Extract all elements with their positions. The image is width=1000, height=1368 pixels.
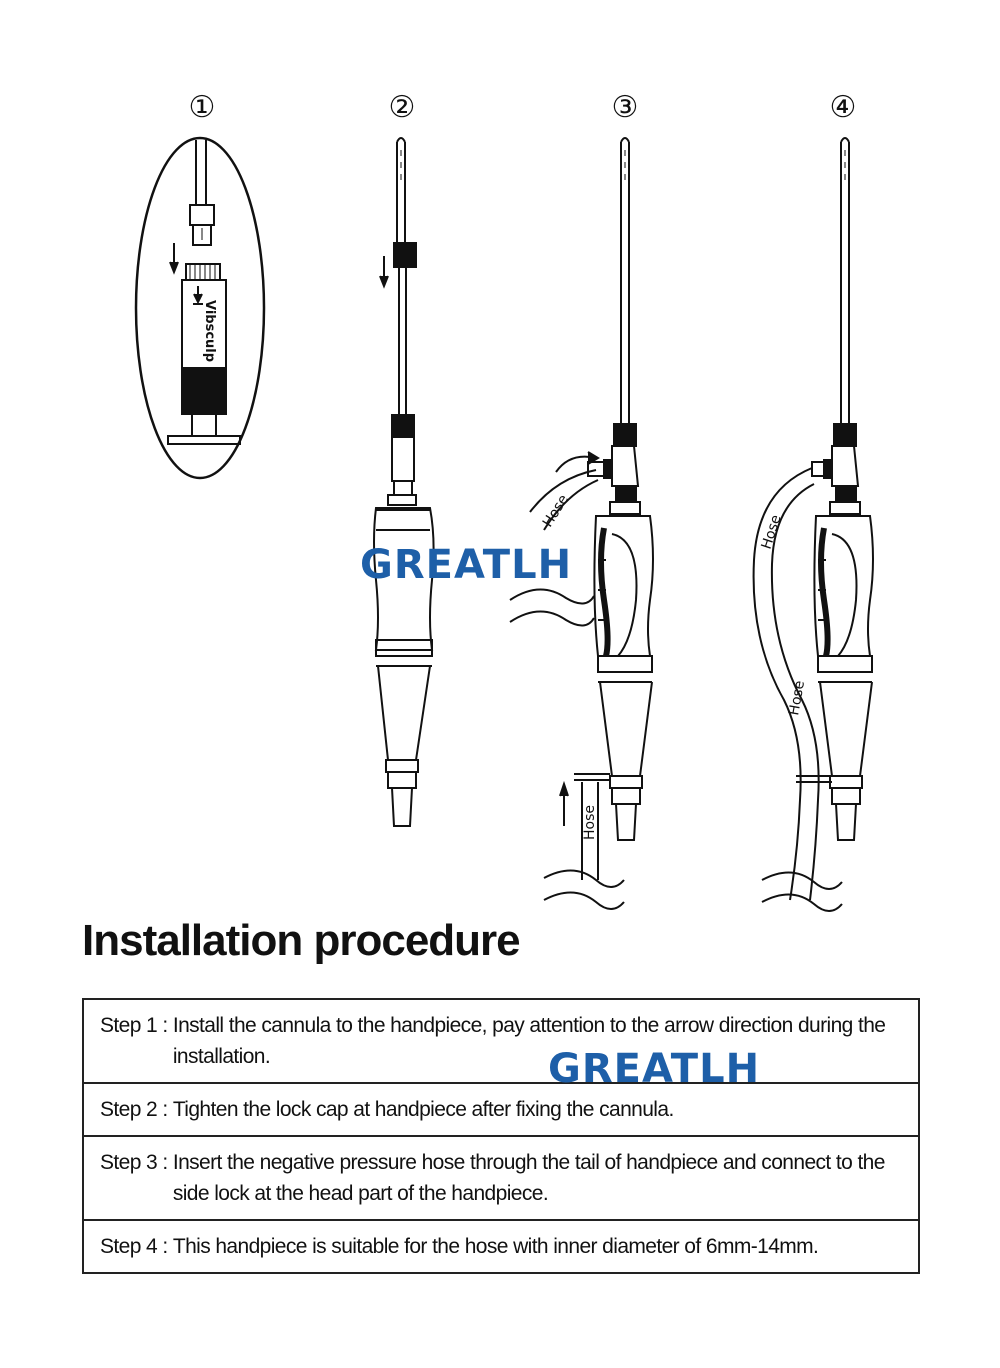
steps-table xyxy=(82,998,920,1274)
figure-2-handpiece xyxy=(374,138,434,826)
step-row-2 xyxy=(83,1083,919,1136)
step-text: Tighten the lock cap at handpiece after fixing the cannula. xyxy=(172,1098,674,1121)
watermark-logo: GREATLH xyxy=(548,1046,761,1092)
step-label: Step 3 : xyxy=(100,1151,168,1174)
step-text: Install the cannula to the handpiece, pay attention to the arrow direction during the installation. xyxy=(172,1014,886,1068)
detail-ellipse xyxy=(136,138,264,478)
down-arrow-icon xyxy=(170,243,178,272)
figure-3-handpiece-with-hose xyxy=(510,138,653,909)
step-label: Step 2 : xyxy=(100,1098,168,1121)
step-row-4 xyxy=(83,1220,919,1273)
step-label: Step 1 : xyxy=(100,1014,168,1037)
hose-label-1: Hose xyxy=(539,491,572,531)
page-title: Installation procedure xyxy=(82,916,520,965)
hose-label-3: Hose xyxy=(758,513,785,552)
up-arrow-icon xyxy=(560,784,568,826)
step-row-3 xyxy=(83,1136,919,1220)
step-text: This handpiece is suitable for the hose with inner diameter of 6mm-14mm. xyxy=(172,1235,819,1258)
step-number-1: ① xyxy=(188,90,216,125)
step-number-2: ② xyxy=(388,90,416,125)
step-text: Insert the negative pressure hose through the tail of handpiece and connect to the side lock at the head part of the handpiece. xyxy=(172,1151,885,1205)
watermark-logo: GREATLH xyxy=(360,542,573,588)
step-label: Step 4 : xyxy=(100,1235,168,1258)
figure-1-connector-detail xyxy=(136,138,264,478)
curved-arrow-icon xyxy=(556,452,598,472)
step-number-3: ③ xyxy=(611,90,639,125)
step-number-4: ④ xyxy=(829,90,857,125)
hose-label-2: Hose xyxy=(582,805,598,840)
hose-label-4: Hose xyxy=(786,679,809,717)
connector-brand-label: Vibsculp xyxy=(202,300,217,363)
down-arrow-icon xyxy=(380,256,388,286)
step-row-1 xyxy=(83,999,919,1083)
